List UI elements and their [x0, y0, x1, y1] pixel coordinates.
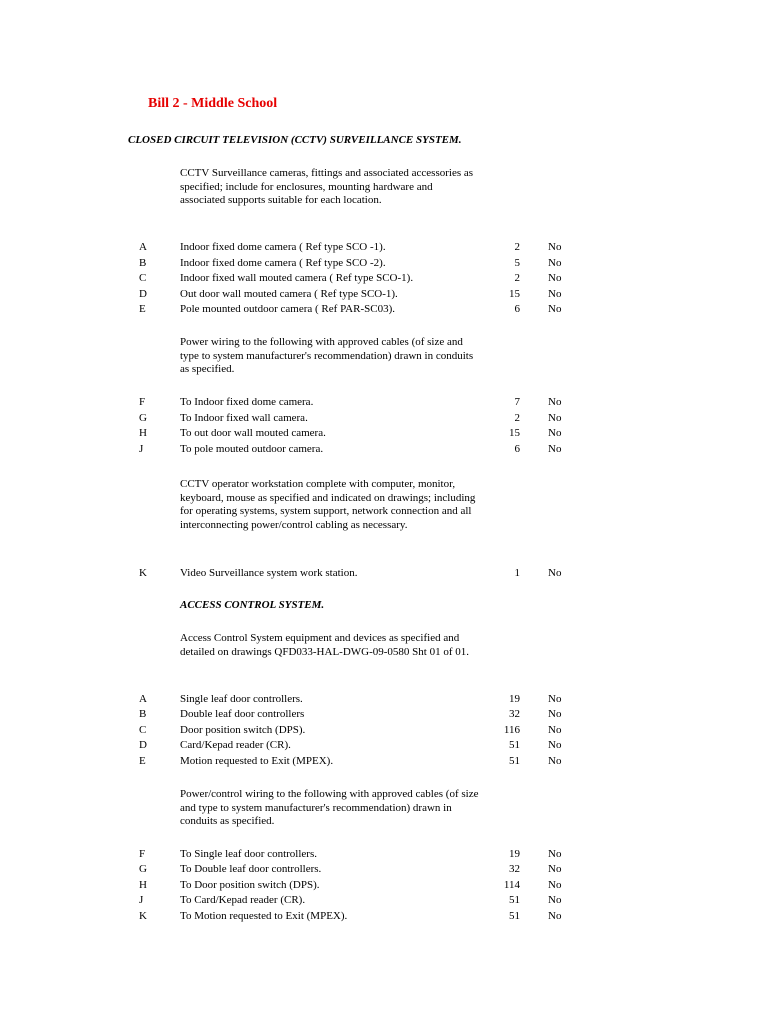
item-description: Double leaf door controllers — [180, 708, 305, 721]
item-row — [0, 724, 768, 740]
item-description: To Motion requested to Exit (MPEX). — [180, 909, 348, 922]
cctv-section-title: CLOSED CIRCUIT TELEVISION (CCTV) SURVEILLANCE SYSTEM. — [128, 134, 462, 146]
item-unit: No — [548, 863, 562, 876]
item-description: To pole mouted outdoor camera. — [180, 442, 324, 455]
cctv-wiring-description: Power wiring to the following with approved cables (of size and type to system manufacturer's recommendation) drawn in conduits as specified. — [180, 336, 474, 375]
item-letter: B — [139, 256, 147, 269]
item-description: Single leaf door controllers. — [180, 693, 303, 705]
item-letter: J — [139, 442, 144, 455]
item-row — [0, 910, 768, 926]
item-unit: No — [548, 256, 562, 269]
item-letter: J — [139, 894, 144, 907]
bill-title: Bill 2 - Middle School — [148, 96, 278, 111]
item-letter: D — [139, 287, 147, 300]
item-row — [0, 894, 768, 910]
item-unit: No — [548, 848, 562, 860]
item-quantity: 2 — [514, 241, 520, 253]
item-description: To Door position switch (DPS). — [180, 878, 320, 891]
item-description: Motion requested to Exit (MPEX). — [180, 754, 334, 767]
item-row — [0, 708, 768, 724]
item-description: Indoor fixed dome camera ( Ref type SCO -1). — [180, 241, 386, 253]
item-row — [0, 693, 768, 709]
item-description: Indoor fixed wall mouted camera ( Ref type SCO-1). — [180, 272, 414, 285]
item-row — [0, 288, 768, 304]
item-description: To out door wall mouted camera. — [180, 427, 326, 440]
cctv-cameras-description: CCTV Surveillance cameras, fittings and associated accessories as specified; include for enclosures, mounting hardware and associated supports suitable for each location. — [180, 167, 474, 206]
access-equipment-description: Access Control System equipment and devices as specified and detailed on drawings QFD033-HAL-DWG-09-0580 Sht 01 of 01. — [180, 632, 470, 658]
item-letter: F — [139, 396, 146, 408]
item-row — [0, 272, 768, 288]
item-unit: No — [548, 303, 562, 316]
item-letter: G — [139, 863, 147, 876]
item-quantity: 2 — [514, 411, 520, 424]
item-row — [0, 879, 768, 895]
item-description: To Card/Kepad reader (CR). — [180, 894, 306, 907]
item-letter: B — [139, 708, 147, 721]
item-quantity: 32 — [509, 863, 520, 876]
item-unit: No — [548, 241, 562, 253]
item-unit: No — [548, 754, 562, 767]
item-row — [0, 396, 768, 412]
item-quantity: 51 — [509, 754, 520, 767]
item-row — [0, 739, 768, 755]
item-unit: No — [548, 287, 562, 300]
item-row — [0, 257, 768, 273]
item-unit: No — [548, 411, 562, 424]
item-row — [0, 427, 768, 443]
item-quantity: 5 — [514, 256, 520, 269]
item-letter: C — [139, 723, 147, 736]
item-unit: No — [548, 894, 562, 907]
item-quantity: 116 — [503, 723, 520, 736]
item-quantity: 7 — [514, 396, 520, 408]
item-letter: H — [139, 427, 147, 440]
item-quantity: 15 — [509, 427, 520, 440]
item-quantity: 114 — [503, 878, 520, 891]
item-description: Card/Kepad reader (CR). — [180, 739, 291, 752]
item-unit: No — [548, 272, 562, 285]
item-quantity: 51 — [509, 909, 520, 922]
item-letter: K — [139, 567, 147, 579]
item-description: Video Surveillance system work station. — [180, 567, 358, 579]
item-unit: No — [548, 708, 562, 721]
item-row — [0, 567, 768, 583]
item-quantity: 19 — [509, 693, 520, 705]
item-unit: No — [548, 567, 562, 579]
item-letter: F — [139, 848, 146, 860]
item-row — [0, 412, 768, 428]
item-quantity: 32 — [509, 708, 520, 721]
item-letter: E — [139, 303, 146, 316]
access-section-title: ACCESS CONTROL SYSTEM. — [180, 599, 325, 611]
item-description: To Single leaf door controllers. — [180, 848, 318, 860]
item-quantity: 1 — [514, 567, 520, 579]
item-unit: No — [548, 693, 562, 705]
item-description: To Indoor fixed wall camera. — [180, 411, 308, 424]
item-description: Out door wall mouted camera ( Ref type SCO-1). — [180, 287, 398, 300]
item-quantity: 6 — [514, 303, 520, 316]
item-row — [0, 241, 768, 257]
item-letter: K — [139, 909, 147, 922]
item-description: Pole mounted outdoor camera ( Ref PAR-SC03). — [180, 303, 395, 316]
item-letter: G — [139, 411, 147, 424]
item-letter: D — [139, 739, 147, 752]
cctv-workstation-description: CCTV operator workstation complete with computer, monitor, keyboard, mouse as specified and indicated on drawings; including for operating systems, system support, network connection and all interconnecting power/control cabling as necessary. — [180, 478, 476, 531]
item-unit: No — [548, 909, 562, 922]
item-row — [0, 848, 768, 864]
item-quantity: 19 — [509, 848, 520, 860]
item-quantity: 51 — [509, 739, 520, 752]
item-description: To Indoor fixed dome camera. — [180, 396, 314, 408]
item-unit: No — [548, 427, 562, 440]
item-letter: E — [139, 754, 146, 767]
item-letter: C — [139, 272, 147, 285]
item-row — [0, 863, 768, 879]
item-unit: No — [548, 442, 562, 455]
item-quantity: 51 — [509, 894, 520, 907]
item-letter: H — [139, 878, 147, 891]
item-unit: No — [548, 396, 562, 408]
item-quantity: 2 — [514, 272, 520, 285]
item-letter: A — [139, 693, 147, 705]
item-row — [0, 443, 768, 459]
item-row — [0, 755, 768, 771]
item-unit: No — [548, 723, 562, 736]
item-row — [0, 303, 768, 319]
item-quantity: 15 — [509, 287, 520, 300]
access-wiring-description: Power/control wiring to the following with approved cables (of size and type to system manufacturer's recommendation) drawn in conduits as specified. — [180, 788, 479, 827]
item-description: Door position switch (DPS). — [180, 723, 306, 736]
item-description: Indoor fixed dome camera ( Ref type SCO -2). — [180, 256, 386, 269]
item-description: To Double leaf door controllers. — [180, 863, 322, 876]
item-unit: No — [548, 739, 562, 752]
item-unit: No — [548, 878, 562, 891]
item-quantity: 6 — [514, 442, 520, 455]
item-letter: A — [139, 241, 147, 253]
